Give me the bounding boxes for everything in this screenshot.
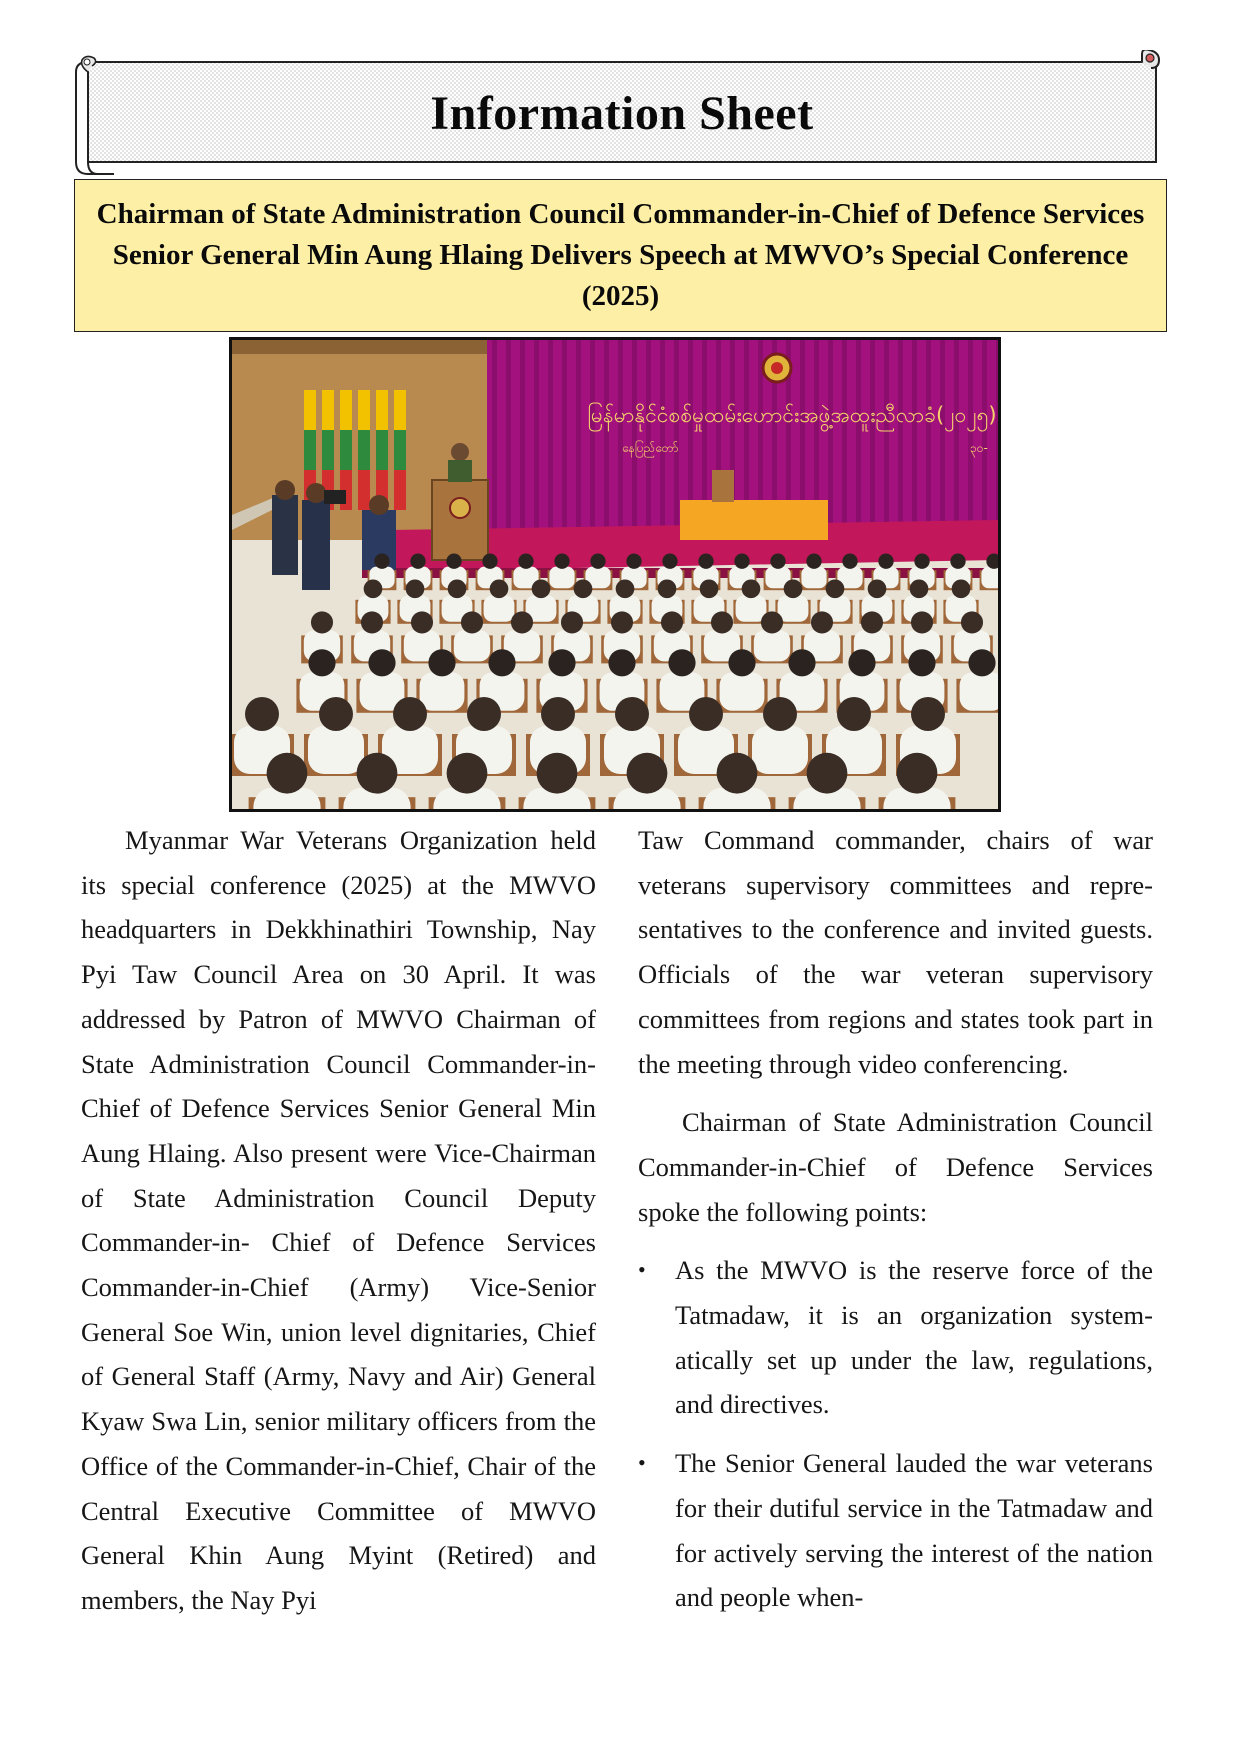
conference-hall-illustration <box>232 340 998 809</box>
body-column-right <box>638 818 1153 1634</box>
list-item <box>638 1441 1153 1620</box>
body-column-left <box>81 818 596 1623</box>
body-paragraph-2: Chairman of State Administration Council Commander-in-Chief of Defence Services spoke the following points: <box>638 1107 1153 1227</box>
bullet-list <box>638 1248 1153 1620</box>
photo-date-text: ၃၀- <box>970 441 988 455</box>
photo-venue-text: နေပြည်တော် <box>622 441 679 455</box>
title-scroll-banner <box>74 50 1170 177</box>
podium <box>432 480 488 560</box>
body-paragraph-1-continued: Taw Command commander, chairs of war veterans supervisory committees and representatives to the conference and invited guests. Officials of the war veteran supervisory committees from regions and states took part in the meeting through video conferencing. <box>638 825 1153 1079</box>
headline-box <box>74 179 1167 332</box>
photo-banner-text: မြန်မာနိုင်ငံစစ်မှုထမ်းဟောင်းအဖွဲ့အထူးညီလာခံ(၂၀၂၅) <box>587 403 997 427</box>
conference-photo <box>229 337 1001 812</box>
bullet-icon: • <box>638 1450 646 1476</box>
list-item <box>638 1248 1153 1427</box>
bullet-text: The Senior General lauded the war veterans for their dutiful service in the Tatmadaw and for actively serving the interest of the nation and people when- <box>675 1448 1153 1613</box>
body-paragraph-1: Myanmar War Veterans Organization held its special conference (2025) at the MWVO headquarters in Dekkhinathiri Township, Nay Pyi Taw Council Area on 30 April. It was addressed by Patron of MWVO Chairman of State Administration Council Commander-in-Chief of Defence Services Senior General Min Aung Hlaing. Also present were Vice-Chairman of State Administration Council Deputy Commander-in- Chief of Defence Services Commander-in-Chief (Army) Vice-Senior General Soe Win, union level dignitaries, Chief of General Staff (Army, Navy and Air) General Kyaw Swa Lin, senior military officers from the Office of the Commander-in-Chief, Chair of the Central Executive Committee of MWVO General Khin Aung Myint (Retired) and members, the Nay Pyi <box>81 825 596 1615</box>
bullet-text: As the MWVO is the reserve force of the Tatmadaw, it is an organization systematically set up under the law, regulations, and directives. <box>675 1255 1153 1420</box>
bullet-icon: • <box>638 1257 646 1283</box>
head-table <box>680 500 828 540</box>
headline-text: Chairman of State Administration Council Commander-in-Chief of Defence Services Senior General Min Aung Hlaing Delivers Speech at MWVO’s Special Conference (2025) <box>96 198 1145 312</box>
page-title: Information Sheet <box>430 87 814 140</box>
